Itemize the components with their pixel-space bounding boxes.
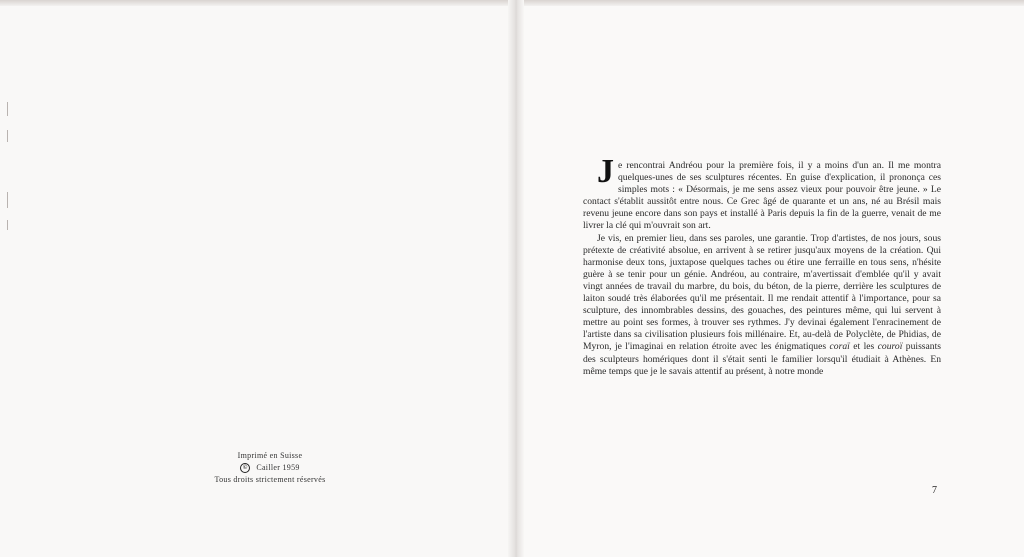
colophon-publisher: Cailler 1959	[256, 463, 300, 472]
paragraph-2-text-c: puissants des sculpteurs homériques dont il s'était senti le familier lorsqu'il étudiait à Athènes. En même temps que je le savais attentif au présent, à notre monde	[583, 341, 941, 377]
colophon-printed-in: Imprimé en Suisse	[237, 451, 303, 460]
italic-couroi: couroï	[877, 341, 903, 353]
page-number: 7	[932, 485, 937, 496]
paragraph-2-text-b: et les	[849, 341, 878, 353]
paragraph-2	[583, 233, 941, 378]
paragraph-2-text-a: Je vis, en premier lieu, dans ses paroles, une garantie. Trop d'artistes, de nos jours, sous prétexte de créativité absolue, en arrivent à se retirer jusqu'aux moyens de la création. Qui harmonise deux tons, juxtapose quelques taches ou étire une ferraille en tous sens, n'hésite guère à se tenir pour un génie. Andréou, au contraire, m'avertissait d'emblée qu'il y avait vingt années de travail du marbre, du bois, du béton, de la pierre, derrière les sculptures de laiton soudé très élaborées qu'il me présentait. Il me rendait attentif à l'importance, pour sa sculpture, des innombrables dessins, des gouaches, des peintures même, qui lui servent à mettre au point ses formes, à trouver ses rythmes. J'y devinai également l'enracinement de l'artiste dans sa civilisation plusieurs fois millénaire. Et, au-delà de Polyclète, de Phidias, de Myron, je l'imaginai en relation étroite avec les énigmatiques	[583, 232, 941, 353]
book-gutter	[508, 0, 524, 557]
paragraph-1-text: e rencontrai Andréou pour la première fois, il y a moins d'un an. Il me montra quelques-unes de ses sculptures récentes. En guise d'explication, il prononça ces simples mots : « Désormais, je me sens assez vieux pour pouvoir être jeune. » Le contact s'établit aussitôt entre nous. Ce Grec âgé de quarante et un ans, né au Brésil mais revenu jeune encore dans son pays et installé à Paris depuis la fin de la guerre, venait de me livrer la clé qui m'ouvrait son art.	[583, 160, 941, 232]
colophon	[200, 450, 340, 486]
paragraph-1	[583, 153, 941, 233]
italic-corai: coraï	[829, 341, 850, 353]
left-page	[0, 6, 515, 557]
left-edge-marks	[7, 102, 9, 242]
drop-cap: J	[597, 153, 614, 190]
copyright-icon: ©	[240, 463, 250, 473]
colophon-rights: Tous droits strictement réservés	[214, 475, 326, 484]
colophon-copyright-row	[200, 462, 340, 474]
body-text	[583, 153, 941, 378]
